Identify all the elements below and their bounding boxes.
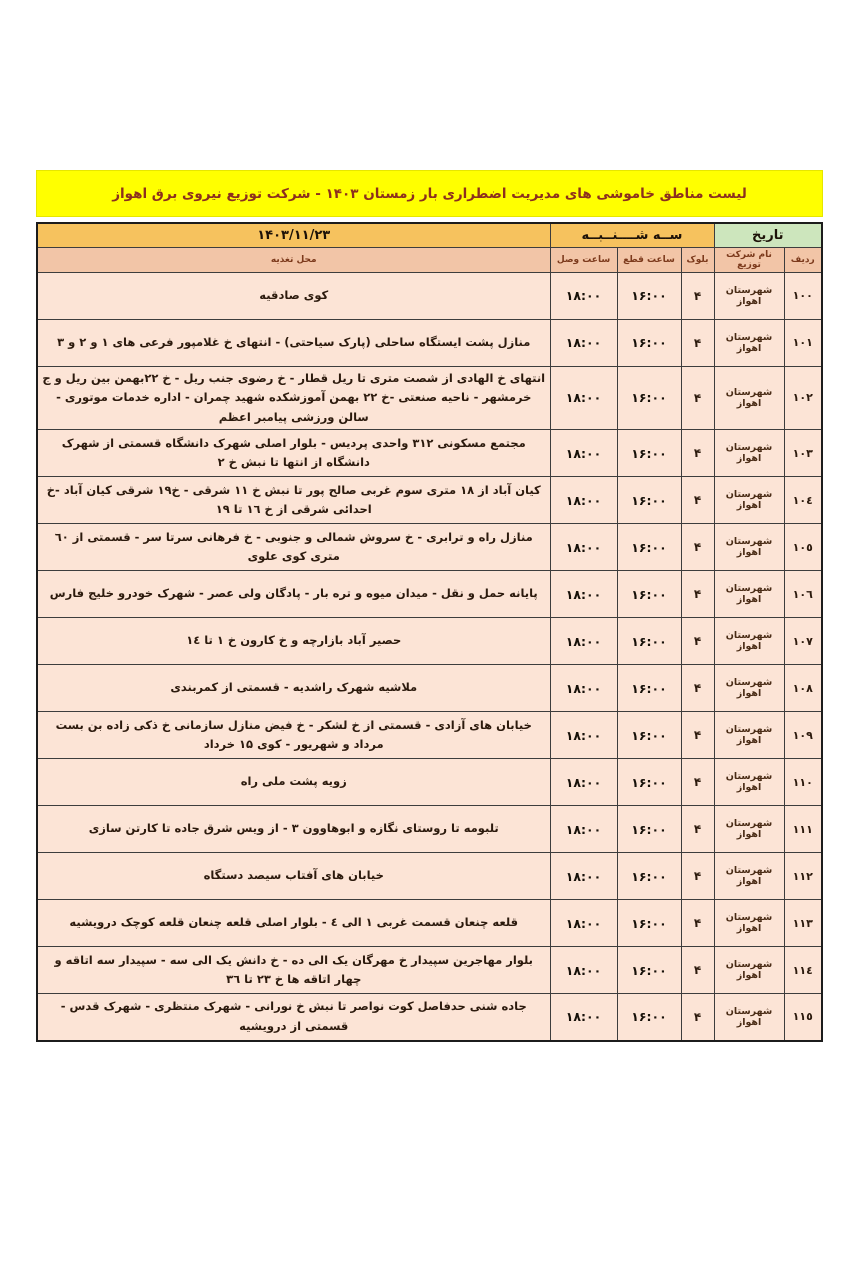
block-cell: ۴ (681, 947, 714, 994)
company-cell: شهرستان اهواز (714, 319, 784, 366)
column-header-row (37, 247, 822, 272)
company-cell: شهرستان اهواز (714, 712, 784, 759)
location-cell: حصیر آباد بازارچه و خ کارون خ ۱ تا ۱٤ (37, 618, 550, 665)
location-cell: پایانه حمل و نقل - میدان میوه و تره بار - پادگان ولی عصر - شهرک خودرو خلیج فارس (37, 571, 550, 618)
reconnect-time-cell: ۱۸:۰۰ (550, 900, 617, 947)
cut-time-cell: ۱۶:۰۰ (617, 366, 681, 430)
row-number-cell: ۱۱۰ (784, 759, 822, 806)
row-number-cell: ۱۰۸ (784, 665, 822, 712)
outage-table (36, 222, 823, 1042)
company-cell: شهرستان اهواز (714, 571, 784, 618)
company-cell: شهرستان اهواز (714, 947, 784, 994)
location-cell: زویه پشت ملی راه (37, 759, 550, 806)
date-row (37, 223, 822, 247)
reconnect-time-cell: ۱۸:۰۰ (550, 366, 617, 430)
table-body (37, 272, 822, 1041)
table-row (37, 994, 822, 1041)
table-row (37, 900, 822, 947)
reconnect-time-cell: ۱۸:۰۰ (550, 430, 617, 477)
block-cell: ۴ (681, 806, 714, 853)
row-number-cell: ۱۰٤ (784, 477, 822, 524)
company-cell: شهرستان اهواز (714, 272, 784, 319)
reconnect-time-cell: ۱۸:۰۰ (550, 947, 617, 994)
company-cell: شهرستان اهواز (714, 994, 784, 1041)
table-row (37, 272, 822, 319)
reconnect-time-cell: ۱۸:۰۰ (550, 853, 617, 900)
location-cell: خیابان های آزادی - قسمتی از خ لشکر - خ فیض منازل سازمانی خ ذکی زاده بن بست مرداد و شهریور - کوی ۱۵ خرداد (37, 712, 550, 759)
block-cell: ۴ (681, 366, 714, 430)
table-row (37, 319, 822, 366)
company-cell: شهرستان اهواز (714, 366, 784, 430)
company-cell: شهرستان اهواز (714, 853, 784, 900)
row-number-cell: ۱۰۳ (784, 430, 822, 477)
column-header-company: نام شرکت توزیع (714, 247, 784, 272)
block-cell: ۴ (681, 759, 714, 806)
location-cell: کوی صادقیه (37, 272, 550, 319)
table-row (37, 759, 822, 806)
row-number-cell: ۱۱۳ (784, 900, 822, 947)
block-cell: ۴ (681, 571, 714, 618)
company-cell: شهرستان اهواز (714, 806, 784, 853)
location-cell: تلبومه تا روستای نگازه و ابوهاوون ۳ - از ویس شرق جاده تا کارتن سازی (37, 806, 550, 853)
cut-time-cell: ۱۶:۰۰ (617, 319, 681, 366)
reconnect-time-cell: ۱۸:۰۰ (550, 994, 617, 1041)
row-number-cell: ۱۱٥ (784, 994, 822, 1041)
location-cell: بلوار مهاجرین سپیدار خ مهرگان یک الی ده - خ دانش یک الی سه - سپیدار سه اتاقه و چهار اتاقه ها خ ۲۳ تا ۳٦ (37, 947, 550, 994)
reconnect-time-cell: ۱۸:۰۰ (550, 759, 617, 806)
row-number-cell: ۱۰۰ (784, 272, 822, 319)
company-cell: شهرستان اهواز (714, 524, 784, 571)
table-row (37, 524, 822, 571)
row-number-cell: ۱۰٥ (784, 524, 822, 571)
block-cell: ۴ (681, 994, 714, 1041)
block-cell: ۴ (681, 524, 714, 571)
row-number-cell: ۱۱۲ (784, 853, 822, 900)
table-row (37, 665, 822, 712)
table-row (37, 618, 822, 665)
cut-time-cell: ۱۶:۰۰ (617, 430, 681, 477)
block-cell: ۴ (681, 319, 714, 366)
location-cell: منازل راه و ترابری - خ سروش شمالی و جنوبی - خ فرهانی سرتا سر - قسمتی از ٦۰ متری کوی علوی (37, 524, 550, 571)
reconnect-time-cell: ۱۸:۰۰ (550, 571, 617, 618)
block-cell: ۴ (681, 618, 714, 665)
column-header-cut-time: ساعت قطع (617, 247, 681, 272)
location-cell: ملاشیه شهرک راشدیه - قسمتی از کمربندی (37, 665, 550, 712)
company-cell: شهرستان اهواز (714, 618, 784, 665)
cut-time-cell: ۱۶:۰۰ (617, 900, 681, 947)
block-cell: ۴ (681, 712, 714, 759)
block-cell: ۴ (681, 272, 714, 319)
company-cell: شهرستان اهواز (714, 430, 784, 477)
reconnect-time-cell: ۱۸:۰۰ (550, 477, 617, 524)
cut-time-cell: ۱۶:۰۰ (617, 524, 681, 571)
block-cell: ۴ (681, 900, 714, 947)
block-cell: ۴ (681, 430, 714, 477)
cut-time-cell: ۱۶:۰۰ (617, 853, 681, 900)
date-label-cell: تاریخ (714, 223, 822, 247)
reconnect-time-cell: ۱۸:۰۰ (550, 319, 617, 366)
block-cell: ۴ (681, 665, 714, 712)
reconnect-time-cell: ۱۸:۰۰ (550, 272, 617, 319)
column-header-row-number: ردیف (784, 247, 822, 272)
row-number-cell: ۱۱٤ (784, 947, 822, 994)
company-cell: شهرستان اهواز (714, 665, 784, 712)
reconnect-time-cell: ۱۸:۰۰ (550, 618, 617, 665)
row-number-cell: ۱۰۹ (784, 712, 822, 759)
cut-time-cell: ۱۶:۰۰ (617, 571, 681, 618)
company-cell: شهرستان اهواز (714, 759, 784, 806)
location-cell: جاده شنی حدفاصل کوت نواصر تا نبش خ نورانی - شهرک منتظری - شهرک قدس - قسمتی از درویشیه (37, 994, 550, 1041)
location-cell: خیابان های آفتاب سیصد دستگاه (37, 853, 550, 900)
row-number-cell: ۱۱۱ (784, 806, 822, 853)
reconnect-time-cell: ۱۸:۰۰ (550, 665, 617, 712)
reconnect-time-cell: ۱۸:۰۰ (550, 712, 617, 759)
date-value-cell: ۱۴۰۳/۱۱/۲۳ (37, 223, 550, 247)
cut-time-cell: ۱۶:۰۰ (617, 759, 681, 806)
weekday-cell: ســه شــــنــبــه (550, 223, 714, 247)
column-header-reconnect-time: ساعت وصل (550, 247, 617, 272)
table-row (37, 712, 822, 759)
company-cell: شهرستان اهواز (714, 477, 784, 524)
cut-time-cell: ۱۶:۰۰ (617, 665, 681, 712)
location-cell: قلعه چنعان قسمت غربی ۱ الی ٤ - بلوار اصلی قلعه چنعان قلعه کوچک درویشیه (37, 900, 550, 947)
outage-schedule-sheet (36, 170, 823, 1042)
row-number-cell: ۱۰۷ (784, 618, 822, 665)
table-row (37, 806, 822, 853)
table-row (37, 430, 822, 477)
table-row (37, 947, 822, 994)
cut-time-cell: ۱۶:۰۰ (617, 806, 681, 853)
location-cell: منازل پشت ایستگاه ساحلی (پارک سیاحتی) - انتهای خ غلامپور فرعی های ۱ و ۲ و ۳ (37, 319, 550, 366)
company-cell: شهرستان اهواز (714, 900, 784, 947)
location-cell: کیان آباد از ۱۸ متری سوم غربی صالح پور تا نبش خ ۱۱ شرقی - خ۱۹ شرقی کیان آباد -خ احدائی شرقی از خ ۱٦ تا ۱۹ (37, 477, 550, 524)
table-row (37, 477, 822, 524)
row-number-cell: ۱۰۲ (784, 366, 822, 430)
cut-time-cell: ۱۶:۰۰ (617, 477, 681, 524)
cut-time-cell: ۱۶:۰۰ (617, 272, 681, 319)
table-row (37, 366, 822, 430)
table-row (37, 853, 822, 900)
cut-time-cell: ۱۶:۰۰ (617, 947, 681, 994)
reconnect-time-cell: ۱۸:۰۰ (550, 524, 617, 571)
cut-time-cell: ۱۶:۰۰ (617, 994, 681, 1041)
location-cell: مجتمع مسکونی ۳۱۲ واحدی پردیس - بلوار اصلی شهرک دانشگاه قسمتی از شهرک دانشگاه از انتها تا نبش خ ۲ (37, 430, 550, 477)
column-header-feed-location: محل تغذیه (37, 247, 550, 272)
cut-time-cell: ۱۶:۰۰ (617, 618, 681, 665)
row-number-cell: ۱۰٦ (784, 571, 822, 618)
block-cell: ۴ (681, 853, 714, 900)
reconnect-time-cell: ۱۸:۰۰ (550, 806, 617, 853)
table-title: لیست مناطق خاموشی های مدیریت اضطراری بار زمستان ۱۴۰۳ - شرکت توزیع نیروی برق اهواز (36, 170, 823, 217)
column-header-block: بلوک (681, 247, 714, 272)
row-number-cell: ۱۰۱ (784, 319, 822, 366)
cut-time-cell: ۱۶:۰۰ (617, 712, 681, 759)
location-cell: انتهای خ الهادی از شصت متری تا ریل قطار - خ رضوی جنب ریل - خ ۲۲بهمن بین ریل و ج خرمشهر - ناحیه صنعتی -خ ۲۲ بهمن آموزشکده شهید چمران - اداره خدمات موتوری - سالن ورزشی پیامبر اعظم (37, 366, 550, 430)
block-cell: ۴ (681, 477, 714, 524)
table-row (37, 571, 822, 618)
